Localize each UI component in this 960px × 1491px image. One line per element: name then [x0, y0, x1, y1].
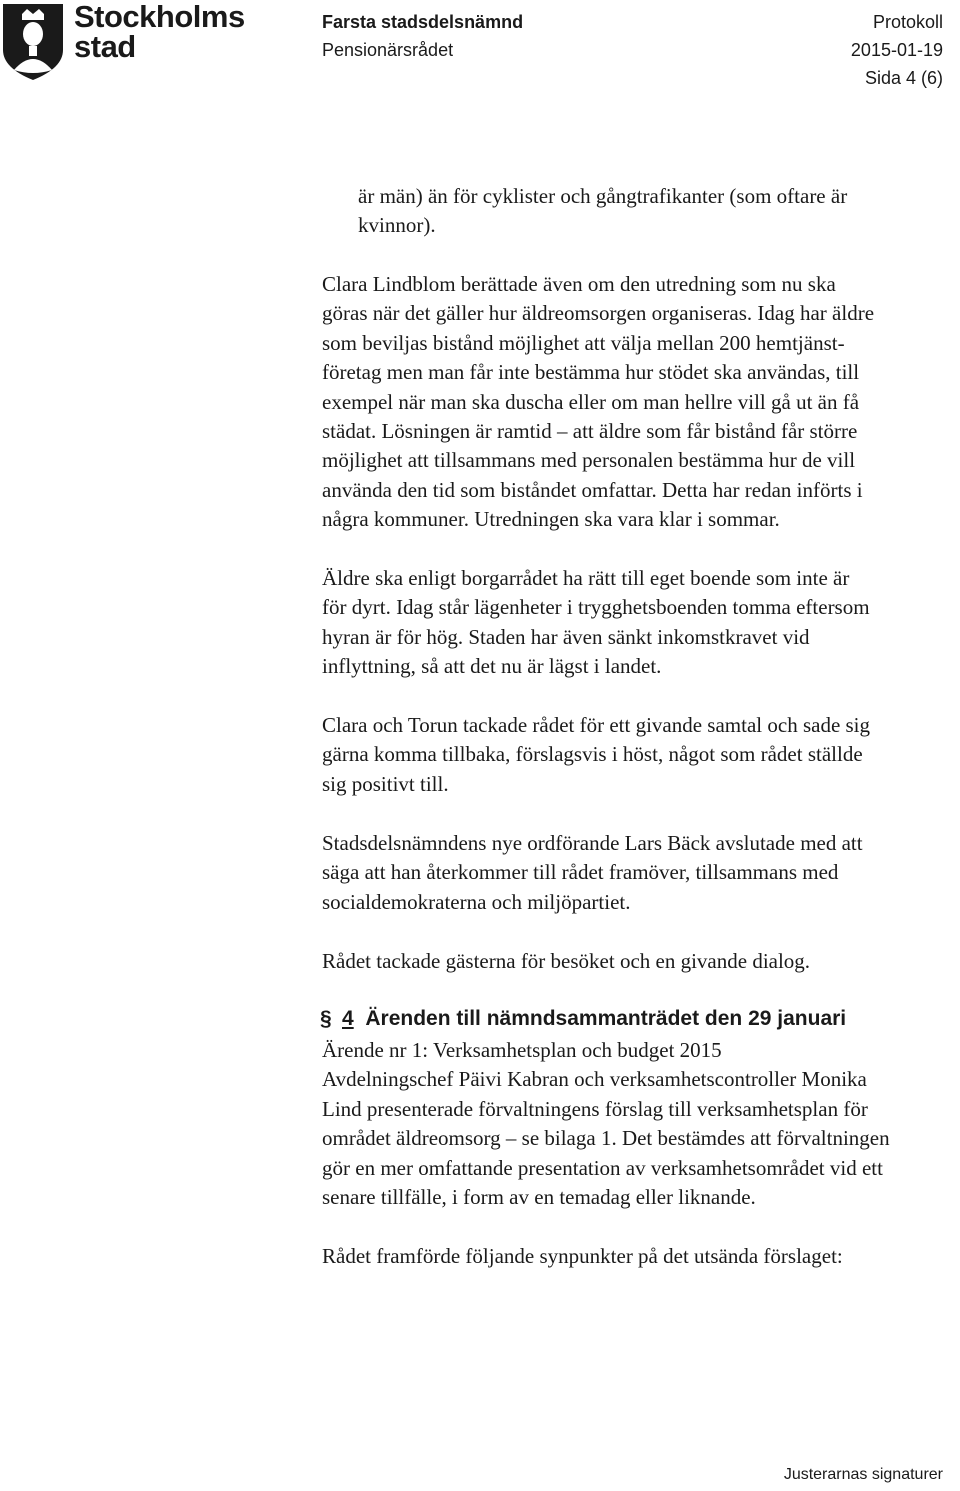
text-line: som beviljas bistånd möjlighet att välja mellan 200 hemtjänst-	[322, 330, 845, 355]
text-line: Clara och Torun tackade rådet för ett givande samtal och sade sig	[322, 713, 871, 737]
text-line: gärna komma tillbaka, förslagsvis i höst, något som rådet ställde	[322, 742, 863, 767]
header-page: Sida 4 (6)	[864, 68, 943, 88]
header-date: 2015-01-19	[850, 40, 943, 60]
section-title: Ärenden till nämndsammanträdet den 29 januari	[365, 1007, 847, 1030]
paragraph	[322, 829, 960, 917]
text-line: hyran är för hög. Staden har även sänkt inkomstkravet vid	[322, 624, 810, 649]
text-line: städat. Lösningen är ramtid – att äldre som får bistånd får större	[322, 419, 858, 444]
logo-line-2: stad	[74, 29, 136, 64]
section-number: 4	[342, 1007, 354, 1030]
text-line: Rådet framförde följande synpunkter på det utsända förslaget:	[322, 1244, 843, 1268]
text-line: möjlighet att tillsammans med personalen bestämma hur de vill	[322, 448, 856, 473]
text-line: Stadsdelsnämndens nye ordförande Lars Bäck avslutade med att	[322, 831, 863, 855]
text-line: socialdemokraterna och miljöpartiet.	[322, 889, 631, 914]
text-line: Ärende nr 1: Verksamhetsplan och budget 2015	[322, 1038, 722, 1062]
header-dept: Pensionärsrådet	[322, 40, 454, 60]
text-line: sig positivt till.	[322, 771, 449, 796]
header-left	[322, 8, 523, 64]
logo-line-1: Stockholms	[74, 0, 245, 34]
header-doc-type: Protokoll	[872, 12, 943, 32]
text-line: senare tillfälle, i form av en temadag eller liknande.	[322, 1185, 756, 1210]
text-line: Avdelningschef Päivi Kabran och verksamhetscontroller Monika	[322, 1067, 867, 1092]
footer-signatures: Justerarnas signaturer	[783, 1466, 943, 1483]
paragraph	[322, 270, 960, 535]
text-line: gör en mer omfattande presentation av verksamhetsområdet vid ett	[322, 1155, 883, 1180]
paragraph	[322, 564, 960, 682]
text-line: göras när det gäller hur äldreomsorgen organiseras. Idag har äldre	[322, 301, 875, 326]
text-line: inflyttning, så att det nu är lägst i landet.	[322, 654, 662, 679]
stockholm-logo	[0, 0, 245, 82]
section-heading	[322, 1004, 942, 1034]
text-line: exempel när man ska duscha eller om man hellre vill gå ut än få	[322, 389, 860, 414]
text-line: är män) än för cyklister och gångtrafikanter (som oftare är	[358, 184, 848, 208]
paragraph	[322, 1036, 960, 1212]
text-line: området äldreomsorg – se bilaga 1. Det bestämdes att förvaltningen	[322, 1126, 890, 1151]
paragraph	[358, 182, 960, 241]
paragraph	[322, 947, 960, 976]
text-line: för dyrt. Idag står lägenheter i trygghetsboenden tomma eftersom	[322, 595, 870, 620]
crest-icon	[0, 0, 66, 82]
text-line: företag men man får inte bestämma hur stödet ska användas, till	[322, 360, 860, 385]
text-line: Äldre ska enligt borgarrådet ha rätt till eget boende som inte är	[322, 566, 850, 590]
text-line: några kommuner. Utredningen ska vara klar i sommar.	[322, 507, 780, 532]
text-line: säga att han återkommer till rådet framöver, tillsammans med	[322, 860, 839, 885]
text-line: Lind presenterade förvaltningens förslag till verksamhetsplan för	[322, 1096, 868, 1121]
section-marker: §	[320, 1007, 332, 1030]
paragraph	[322, 711, 960, 799]
header-right	[851, 8, 943, 92]
text-line: använda den tid som biståndet omfattar. Detta har redan införts i	[322, 477, 863, 502]
text-line: kvinnor).	[358, 213, 436, 238]
text-line: Rådet tackade gästerna för besöket och en givande dialog.	[322, 949, 811, 973]
paragraph	[322, 1242, 960, 1271]
header-org: Farsta stadsdelsnämnd	[322, 12, 524, 32]
text-line: Clara Lindblom berättade även om den utredning som nu ska	[322, 272, 836, 296]
